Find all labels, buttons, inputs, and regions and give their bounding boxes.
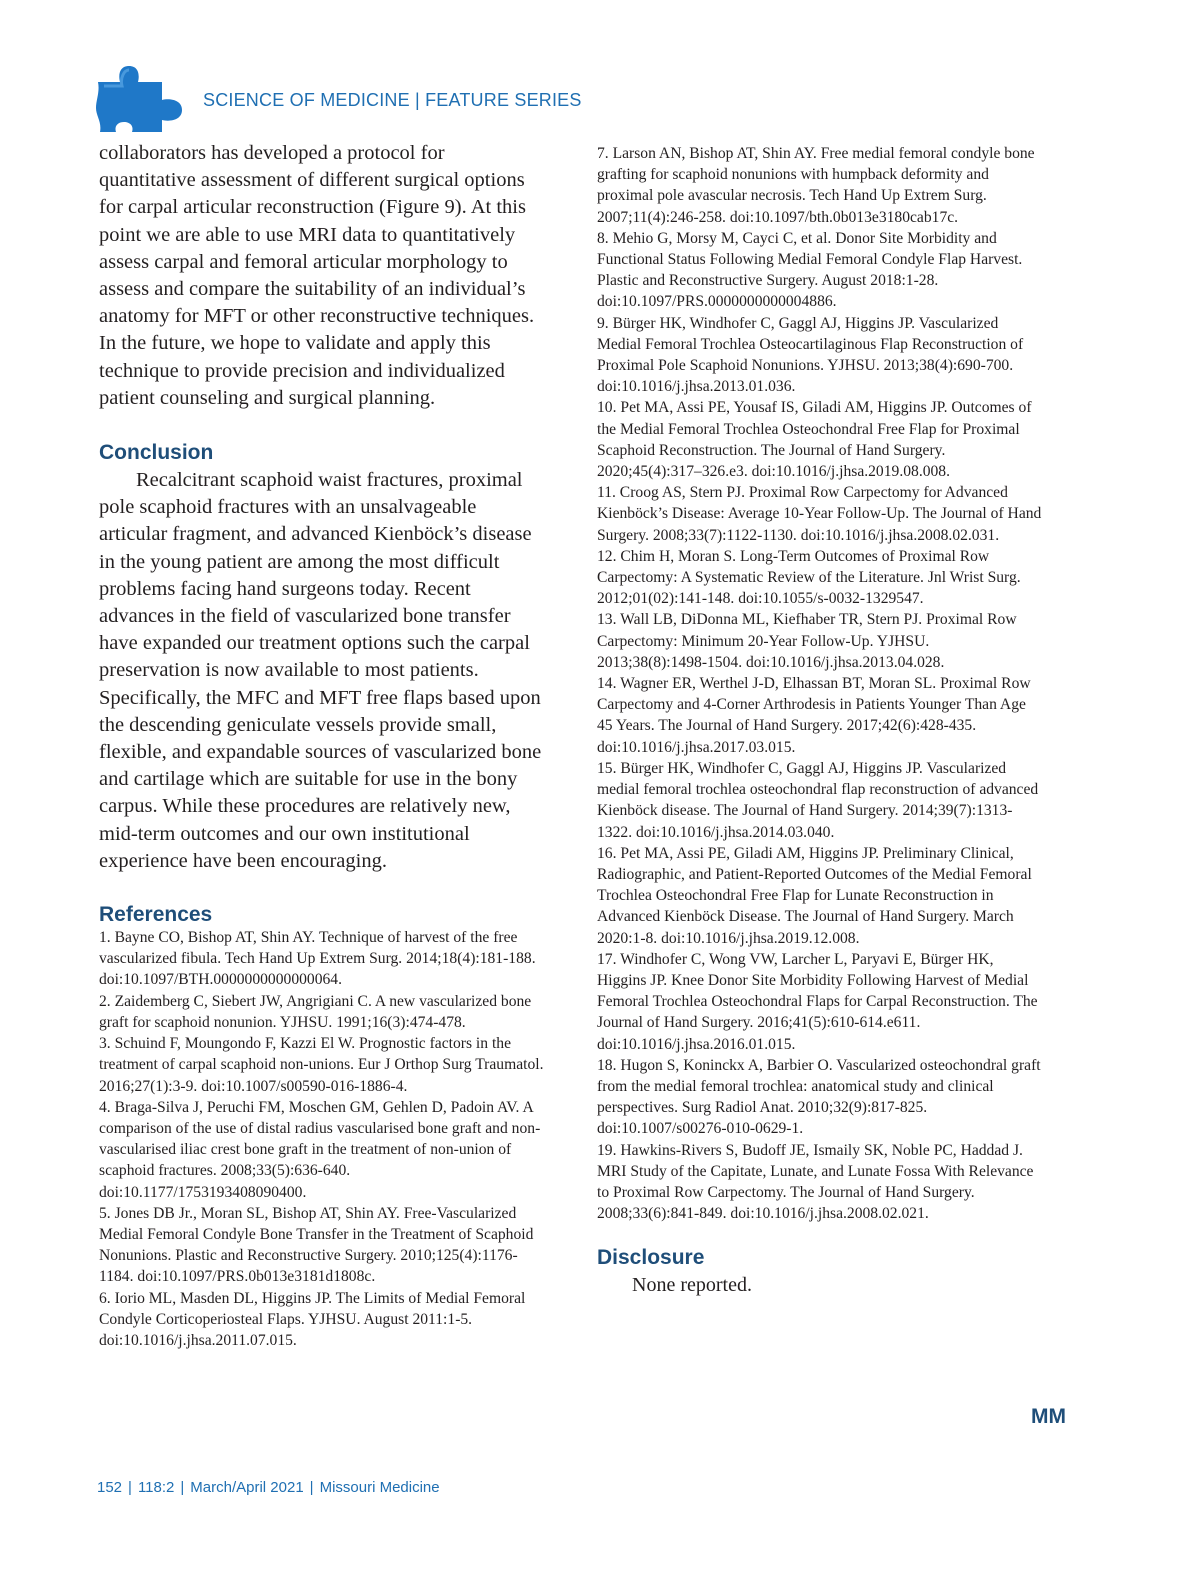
disclosure-heading: Disclosure xyxy=(597,1246,705,1270)
page-footer xyxy=(97,1479,440,1496)
footer-separator: | xyxy=(180,1479,185,1496)
reference-item: 4. Braga-Silva J, Peruchi FM, Moschen GM, Gehlen D, Padoin AV. A comparison of the use of distal radius vascularised bone graft and non-vascularised iliac crest bone graft in the treatment of non-union of scaphoid fractures. 2008;33(5):636-640. doi:10.1177/1753193408090400. xyxy=(99,1098,541,1201)
footer-separator: | xyxy=(128,1479,132,1496)
reference-item: 7. Larson AN, Bishop AT, Shin AY. Free medial femoral condyle bone grafting for scaphoid nonunions with humpback deformity and proximal pole avascular necrosis. Tech Hand Up Extrem Surg. 2007;11(4):246-258. doi:10.1097/bth.0b013e3180cab17c. xyxy=(597,145,1035,226)
page-header xyxy=(92,60,692,140)
issue-date: March/April 2021 xyxy=(190,1479,304,1496)
series-title: SCIENCE OF MEDICINE | FEATURE SERIES xyxy=(203,90,582,110)
references-list-right xyxy=(597,143,1043,1224)
right-column xyxy=(597,143,1043,1298)
footer-separator: | xyxy=(309,1479,314,1496)
intro-paragraph: collaborators has developed a protocol for quantitative assessment of different surgical options for carpal articular reconstruction (Figure 9). At this point we are able to use MRI data to quantitatively assess carpal and femoral articular morphology to assess and compare the suitability of an individual’s anatomy for MFT or other reconstructive techniques. In the future, we hope to validate and apply this technique to provide precision and individualized patient counseling and surgical planning. xyxy=(99,142,535,409)
reference-item: 16. Pet MA, Assi PE, Giladi AM, Higgins JP. Preliminary Clinical, Radiographic, and Patient-Reported Outcomes of the Medial Femoral Trochlea Osteochondral Free Flap for Lunate Reconstruction in Advanced Kienböck Disease. The Journal of Hand Surgery. March 2020:1-8. doi:10.1016/j.jhsa.2019.12.008. xyxy=(597,844,1032,947)
reference-item: 19. Hawkins-Rivers S, Budoff JE, Ismaily SK, Noble PC, Haddad J. MRI Study of the Capitate, Lunate, and Lunate Fossa With Relevance to Proximal Row Carpectomy. The Journal of Hand Surgery. 2008;33(6):841-849. doi:10.1016/j.jhsa.2008.02.021. xyxy=(597,1141,1034,1223)
reference-item: 18. Hugon S, Koninckx A, Barbier O. Vascularized osteochondral graft from the medial femoral trochlea: anatomical study and clinical perspectives. Surg Radiol Anat. 2010;32(9):817-825. doi:10.1007/s00276-010-0629-1. xyxy=(597,1056,1041,1138)
reference-item: 15. Bürger HK, Windhofer C, Gaggl AJ, Higgins JP. Vascularized medial femoral trochlea osteochondral flap reconstruction of advanced Kienböck disease. The Journal of Hand Surgery. 2014;39(7):1313-1322. doi:10.1016/j.jhsa.2014.03.040. xyxy=(597,759,1039,841)
references-list-left xyxy=(99,927,544,1351)
reference-item: 5. Jones DB Jr., Moran SL, Bishop AT, Shin AY. Free-Vascularized Medial Femoral Condyle Bone Transfer in the Treatment of Scaphoid Nonunions. Plastic and Reconstructive Surgery. 2010;125(4):1176-1184. doi:10.1097/PRS.0b013e3181d1808c. xyxy=(99,1204,534,1286)
reference-item: 10. Pet MA, Assi PE, Yousaf IS, Giladi AM, Higgins JP. Outcomes of the Medial Femoral Trochlea Osteochondral Free Flap for Proximal Scaphoid Reconstruction. The Journal of Hand Surgery. 2020;45(4):317–326.e3. doi:10.1016/j.jhsa.2019.08.008. xyxy=(597,399,1032,481)
reference-item: 9. Bürger HK, Windhofer C, Gaggl AJ, Higgins JP. Vascularized Medial Femoral Trochlea Osteocartilaginous Flap Reconstruction of Proximal Pole Scaphoid Nonunions. YJHSU. 2013;38(4):690-700. doi:10.1016/j.jhsa.2013.01.036. xyxy=(597,314,1024,396)
conclusion-paragraph: Recalcitrant scaphoid waist fractures, proximal pole scaphoid fractures with an unsalvageable articular fragment, and advanced Kienböck’s disease in the young patient are among the most difficult problems facing hand surgeons today. Recent advances in the field of vascularized bone transfer have expanded our treatment options such the carpal preservation is now available to most patients. Specifically, the MFC and MFT free flaps based upon the descending geniculate vessels provide small, flexible, and expandable sources of vascularized bone and cartilage which are suitable for use in the bony carpus. While these procedures are relatively new, mid-term outcomes and our own institutional experience have been encouraging. xyxy=(99,469,542,872)
reference-item: 3. Schuind F, Moungondo F, Kazzi El W. Prognostic factors in the treatment of carpal scaphoid non-unions. Eur J Orthop Surg Traumatol. 2016;27(1):3-9. doi:10.1007/s00590-016-1886-4. xyxy=(99,1035,544,1095)
reference-item: 6. Iorio ML, Masden DL, Higgins JP. The Limits of Medial Femoral Condyle Corticoperiosteal Flaps. YJHSU. August 2011:1-5. doi:10.1016/j.jhsa.2011.07.015. xyxy=(99,1289,526,1349)
reference-item: 17. Windhofer C, Wong VW, Larcher L, Paryavi E, Bürger HK, Higgins JP. Knee Donor Site Morbidity Following Harvest of Medial Femoral Trochlea Osteochondral Flaps for Carpal Reconstruction. The Journal of Hand Surgery. 2016;41(5):610-614.e611. doi:10.1016/j.jhsa.2016.01.015. xyxy=(597,950,1038,1053)
references-heading: References xyxy=(99,903,213,927)
disclosure-text: None reported. xyxy=(632,1274,752,1297)
reference-item: 13. Wall LB, DiDonna ML, Kiefhaber TR, Stern PJ. Proximal Row Carpectomy: Minimum 20-Year Follow-Up. YJHSU. 2013;38(8):1498-1504. doi:10.1016/j.jhsa.2013.04.028. xyxy=(597,611,1017,671)
journal-name: Missouri Medicine xyxy=(319,1479,440,1496)
conclusion-heading: Conclusion xyxy=(99,441,214,465)
page-number: 152 xyxy=(97,1479,123,1496)
reference-item: 14. Wagner ER, Werthel J-D, Elhassan BT, Moran SL. Proximal Row Carpectomy and 4-Corner Arthrodesis in Patients Younger Than Age 45 Years. The Journal of Hand Surgery. 2017;42(6):428-435. doi:10.1016/j.jhsa.2017.03.015. xyxy=(597,675,1031,756)
issue-number: 118:2 xyxy=(137,1479,175,1496)
reference-item: 1. Bayne CO, Bishop AT, Shin AY. Technique of harvest of the free vascularized fibula. Tech Hand Up Extrem Surg. 2014;18(4):181-188. doi:10.1097/BTH.0000000000000064. xyxy=(99,929,536,989)
reference-item: 12. Chim H, Moran S. Long-Term Outcomes of Proximal Row Carpectomy: A Systematic Review of the Literature. Jnl Wrist Surg. 2012;01(02):141-148. doi:10.1055/s-0032-1329547. xyxy=(597,547,1021,608)
end-of-article-mark: MM xyxy=(1031,1405,1066,1428)
reference-item: 8. Mehio G, Morsy M, Cayci C, et al. Donor Site Morbidity and Functional Status Following Medial Femoral Condyle Flap Harvest. Plastic and Reconstructive Surgery. August 2018:1-28. doi:10.1097/PRS.0000000000004886. xyxy=(597,229,1023,311)
reference-item: 2. Zaidemberg C, Siebert JW, Angrigiani C. A new vascularized bone graft for scaphoid nonunion. YJHSU. 1991;16(3):474-478. xyxy=(99,992,532,1031)
puzzle-piece-icon xyxy=(92,60,192,138)
left-column xyxy=(99,140,544,1351)
reference-item: 11. Croog AS, Stern PJ. Proximal Row Carpectomy for Advanced Kienböck’s Disease: Average 10-Year Follow-Up. The Journal of Hand Surgery. 2008;33(7):1122-1130. doi:10.1016/j.jhsa.2008.02.031. xyxy=(597,484,1042,544)
